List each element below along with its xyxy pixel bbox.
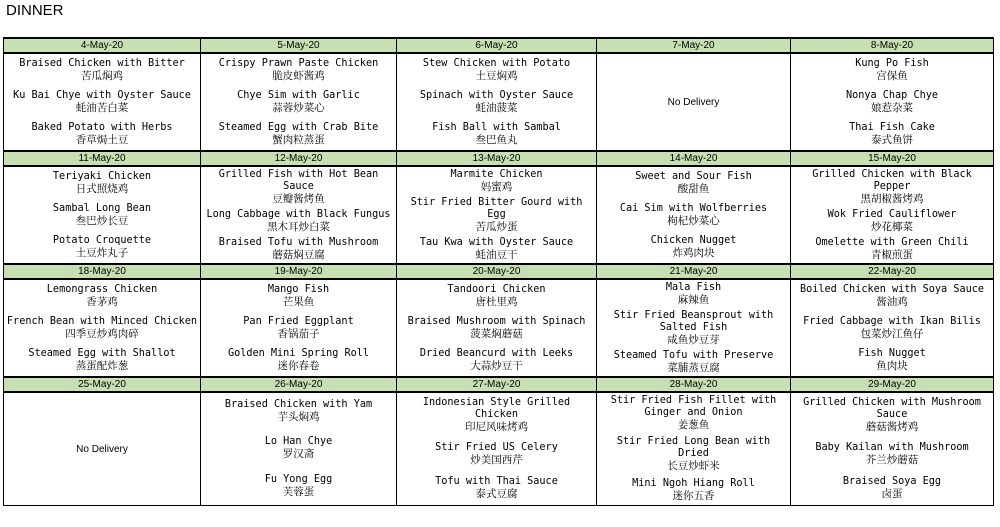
dish-name-chinese: 四季豆炒鸡肉碎 [65, 327, 139, 340]
dish-name-chinese: 迷你五香 [672, 489, 715, 502]
dish-name-chinese: 娘惹杂菜 [871, 101, 913, 114]
dish-item [791, 348, 993, 373]
dish-name-english: Steamed Egg with Shallot [28, 347, 176, 359]
menu-row [4, 279, 994, 377]
dish-name-chinese: 黑木耳炒白菜 [267, 220, 330, 233]
dish-name-chinese: 鱼肉块 [876, 359, 908, 372]
dish-item [4, 90, 200, 115]
dish-name-chinese: 泰式鱼饼 [871, 133, 913, 146]
date-cell: 19-May-20 [201, 264, 397, 279]
dish-name-chinese: 大蒜炒豆干 [470, 359, 523, 372]
dish-name-english: Braised Chicken with Bitter [19, 57, 185, 69]
dish-name-english: Steamed Tofu with Preserve [613, 349, 774, 361]
date-cell: 27-May-20 [397, 377, 597, 392]
dish-name-english: Mango Fish [267, 283, 330, 295]
dish-name-chinese: 卤蛋 [881, 487, 903, 500]
dish-name-english: Ku Bai Chye with Oyster Sauce [13, 89, 191, 101]
dish-name-chinese: 香茅鸡 [86, 295, 118, 308]
menu-cell [791, 279, 994, 377]
dinner-menu-table [3, 37, 994, 506]
dish-name-english: Teriyaki Chicken [52, 170, 152, 182]
dish-item [397, 169, 596, 194]
dish-name-chinese: 菠菜焖蘑菇 [470, 327, 523, 340]
dish-name-english: Sambal Long Bean [52, 202, 152, 214]
dish-item [791, 237, 993, 262]
dish-name-chinese: 叁巴炒长豆 [75, 214, 129, 227]
dish-item [597, 235, 790, 260]
dish-name-english: Grilled Chicken with Black Pepper [812, 168, 972, 192]
dish-item [397, 58, 596, 83]
dish-name-chinese: 芋头焖鸡 [277, 411, 320, 424]
menu-cell [791, 392, 994, 506]
dish-name-english: Braised Mushroom with Spinach [407, 315, 586, 327]
date-cell: 14-May-20 [597, 151, 791, 166]
dish-item [397, 122, 596, 147]
date-cell: 20-May-20 [397, 264, 597, 279]
menu-cell [791, 53, 994, 151]
menu-row [4, 166, 994, 264]
dish-name-chinese: 豆瓣酱烤鱼 [272, 192, 325, 205]
dish-name-english: Stir Fried Bitter Gourd with Egg [410, 196, 583, 220]
dish-name-chinese: 长豆炒虾米 [667, 460, 720, 473]
dish-name-chinese: 土豆炸丸子 [75, 246, 129, 259]
dish-item [4, 316, 200, 341]
dish-name-english: Steamed Egg with Crab Bite [218, 121, 379, 133]
date-row [4, 38, 994, 53]
dish-item [597, 350, 790, 375]
dish-name-english: Marmite Chicken [450, 168, 543, 180]
date-cell: 4-May-20 [4, 38, 201, 53]
dish-name-chinese: 包菜炒江鱼仔 [860, 327, 924, 340]
menu-row [4, 53, 994, 151]
dish-name-english: Omelette with Green Chili [815, 236, 969, 248]
dish-name-chinese: 迷你春卷 [277, 359, 320, 372]
dish-item [4, 58, 200, 83]
menu-cell [597, 392, 791, 506]
dish-name-english: Sweet and Sour Fish [635, 170, 752, 182]
dish-item [397, 237, 596, 262]
date-cell: 6-May-20 [397, 38, 597, 53]
date-row [4, 377, 994, 392]
dish-item [791, 58, 993, 83]
dish-name-english: Grilled Chicken with Mushroom Sauce [803, 397, 981, 421]
dish-item [397, 476, 596, 501]
no-delivery-label: No Delivery [667, 96, 720, 108]
dish-name-english: Braised Chicken with Yam [224, 399, 373, 411]
dish-name-english: Potato Croquette [52, 234, 152, 246]
dish-item [791, 122, 993, 147]
date-cell: 25-May-20 [4, 377, 201, 392]
dish-item [597, 478, 790, 503]
dish-name-english: Baked Potato with Herbs [31, 121, 173, 133]
dish-item [397, 442, 596, 467]
dish-name-chinese: 土豆焖鸡 [475, 69, 518, 82]
date-row [4, 264, 994, 279]
dish-item [791, 169, 993, 206]
dish-item [201, 316, 396, 341]
dish-item [201, 90, 396, 115]
dish-name-chinese: 蘑菇焖豆腐 [272, 248, 325, 261]
dish-name-chinese: 叁巴鱼丸 [475, 133, 518, 146]
menu-cell [397, 279, 597, 377]
date-cell: 26-May-20 [201, 377, 397, 392]
dish-name-chinese: 黑胡椒酱烤鸡 [860, 192, 924, 205]
menu-cell [4, 53, 201, 151]
dish-name-english: Cai Sim with Wolfberries [619, 202, 768, 214]
dish-item [791, 397, 993, 434]
dish-name-english: French Bean with Minced Chicken [6, 315, 198, 327]
dish-name-english: Dried Beancurd with Leeks [419, 347, 574, 359]
dish-name-chinese: 炒美国西芹 [470, 454, 523, 467]
dish-name-chinese: 印尼风味烤鸡 [465, 421, 528, 434]
dish-item [201, 284, 396, 309]
dish-name-english: Long Cabbage with Black Fungus [206, 208, 391, 220]
no-delivery-label: No Delivery [76, 443, 128, 455]
dish-item [597, 436, 790, 473]
dish-name-english: Pan Fried Eggplant [243, 315, 354, 327]
dish-name-chinese: 泰式豆腐 [475, 487, 518, 500]
dish-name-chinese: 炸鸡肉块 [672, 246, 715, 259]
menu-cell [597, 279, 791, 377]
dish-name-english: Boiled Chicken with Soya Sauce [799, 283, 984, 295]
dish-name-english: Tau Kwa with Oyster Sauce [419, 236, 574, 248]
dish-item [597, 282, 790, 307]
dish-name-chinese: 香草焗土豆 [75, 133, 129, 146]
dish-item [791, 209, 993, 234]
page-title: DINNER [6, 2, 64, 19]
dish-name-chinese: 罗汉斋 [282, 448, 315, 461]
dish-name-english: Golden Mini Spring Roll [227, 347, 370, 359]
dish-item [4, 203, 200, 228]
date-cell: 8-May-20 [791, 38, 994, 53]
dish-name-chinese: 蚝油豆干 [475, 248, 518, 261]
dish-item [4, 348, 200, 373]
menu-cell [597, 53, 791, 151]
dish-name-chinese: 日式照烧鸡 [75, 182, 129, 195]
dish-name-english: Stir Fried Long Bean with Dried [616, 436, 771, 460]
dish-name-chinese: 枸杞炒菜心 [667, 214, 720, 227]
dish-item [4, 235, 200, 260]
dish-name-chinese: 炒花椰菜 [871, 220, 913, 233]
dish-name-chinese: 蒜蓉炒菜心 [272, 101, 325, 114]
dish-item [791, 442, 993, 467]
date-cell: 18-May-20 [4, 264, 201, 279]
dish-name-english: Fish Ball with Sambal [432, 121, 561, 133]
date-cell: 13-May-20 [397, 151, 597, 166]
dish-name-english: Baby Kailan with Mushroom [815, 442, 969, 454]
menu-row [4, 392, 994, 506]
dish-item [201, 474, 396, 499]
dish-item [791, 316, 993, 341]
dish-name-chinese: 香锅茄子 [277, 327, 320, 340]
dish-name-chinese: 咸鱼炒豆芽 [667, 333, 720, 346]
menu-cell [201, 53, 397, 151]
dish-name-english: Nonya Chap Chye [845, 89, 938, 101]
date-cell: 28-May-20 [597, 377, 791, 392]
date-cell: 7-May-20 [597, 38, 791, 53]
menu-cell [201, 392, 397, 506]
dish-item [397, 90, 596, 115]
menu-cell [201, 166, 397, 264]
dish-name-chinese: 麻辣鱼 [677, 293, 710, 306]
dish-name-chinese: 蟹肉粒蒸蛋 [272, 133, 325, 146]
dish-name-english: Indonesian Style Grilled Chicken [422, 397, 571, 421]
dish-item [4, 122, 200, 147]
dish-name-english: Tandoori Chicken [447, 283, 546, 295]
dish-name-english: Stir Fried US Celery [435, 442, 558, 454]
dish-item [201, 58, 396, 83]
dish-name-english: Spinach with Oyster Sauce [419, 89, 574, 101]
date-row [4, 151, 994, 166]
dish-name-chinese: 青椒煎蛋 [871, 248, 913, 261]
dish-name-chinese: 酸甜鱼 [677, 182, 710, 195]
dish-item [397, 284, 596, 309]
dish-name-english: Chye Sim with Garlic [237, 89, 360, 101]
dish-name-english: Mala Fish [665, 281, 722, 293]
dish-name-chinese: 唐杜里鸡 [475, 295, 518, 308]
dish-item [597, 171, 790, 196]
dish-name-english: Braised Soya Egg [842, 475, 942, 487]
dish-name-chinese: 妈蜜鸡 [480, 180, 513, 193]
dish-item [201, 122, 396, 147]
menu-cell [201, 279, 397, 377]
dish-item [597, 395, 790, 432]
dish-item [597, 310, 790, 347]
dish-item [4, 284, 200, 309]
date-cell: 21-May-20 [597, 264, 791, 279]
dish-name-chinese: 芙蓉蛋 [282, 485, 315, 498]
date-cell: 12-May-20 [201, 151, 397, 166]
dish-name-english: Wok Fried Cauliflower [827, 208, 957, 220]
dish-item [4, 171, 200, 196]
dish-item [397, 397, 596, 434]
dish-item [201, 209, 396, 234]
dish-name-english: Chicken Nugget [650, 234, 737, 246]
dish-name-chinese: 宫保鱼 [876, 69, 908, 82]
dish-name-chinese: 蒸蛋配炸葱 [75, 359, 129, 372]
dish-item [597, 203, 790, 228]
dish-name-chinese: 蘑菇酱烤鸡 [865, 421, 919, 434]
dish-name-english: Fish Nugget [858, 347, 926, 359]
dish-name-english: Kung Po Fish [855, 57, 929, 69]
dish-name-english: Crispy Prawn Paste Chicken [218, 57, 379, 69]
dish-name-chinese: 酱油鸡 [876, 295, 908, 308]
menu-cell [397, 392, 597, 506]
dish-name-english: Lemongrass Chicken [46, 283, 158, 295]
dish-name-english: Fried Cabbage with Ikan Bilis [803, 315, 981, 327]
dish-item [791, 476, 993, 501]
dish-item [201, 436, 396, 461]
menu-cell [4, 392, 201, 506]
dish-name-chinese: 芥兰炒蘑菇 [865, 454, 919, 467]
dish-name-english: Thai Fish Cake [849, 121, 935, 133]
dish-name-english: Stew Chicken with Potato [422, 57, 571, 69]
dish-name-english: Lo Han Chye [264, 436, 333, 448]
date-cell: 29-May-20 [791, 377, 994, 392]
dish-item [397, 348, 596, 373]
menu-cell [397, 53, 597, 151]
date-cell: 22-May-20 [791, 264, 994, 279]
date-cell: 5-May-20 [201, 38, 397, 53]
dish-name-english: Fu Yong Egg [264, 473, 333, 485]
dish-item [397, 197, 596, 234]
dish-name-english: Braised Tofu with Mushroom [218, 236, 379, 248]
menu-cell [397, 166, 597, 264]
menu-cell [4, 166, 201, 264]
menu-cell [597, 166, 791, 264]
date-cell: 11-May-20 [4, 151, 201, 166]
dish-name-chinese: 蚝油菠菜 [475, 101, 518, 114]
dish-name-english: Mini Ngoh Hiang Roll [632, 477, 755, 489]
dish-name-english: Stir Fried Fish Fillet with Ginger and Onion [610, 395, 777, 419]
dish-name-chinese: 芒果鱼 [282, 295, 315, 308]
dish-item [397, 316, 596, 341]
dish-item [201, 169, 396, 206]
date-cell: 15-May-20 [791, 151, 994, 166]
dish-name-chinese: 脆皮虾酱鸡 [272, 69, 325, 82]
dish-name-chinese: 苦瓜焖鸡 [81, 69, 123, 82]
dish-item [201, 348, 396, 373]
dish-item [201, 237, 396, 262]
dish-item [791, 90, 993, 115]
dish-name-chinese: 苦瓜炒蛋 [475, 220, 518, 233]
dish-name-english: Stir Fried Beansprout with Salted Fish [613, 309, 774, 333]
dish-item [791, 284, 993, 309]
dish-name-chinese: 姜葱鱼 [677, 419, 710, 432]
dish-name-english: Tofu with Thai Sauce [435, 475, 558, 487]
menu-cell [4, 279, 201, 377]
dish-name-english: Grilled Fish with Hot Bean Sauce [218, 168, 379, 192]
menu-cell [791, 166, 994, 264]
dish-item [201, 399, 396, 424]
dish-name-chinese: 菜脯蒸豆腐 [667, 361, 720, 374]
dish-name-chinese: 蚝油苦白菜 [75, 101, 129, 114]
